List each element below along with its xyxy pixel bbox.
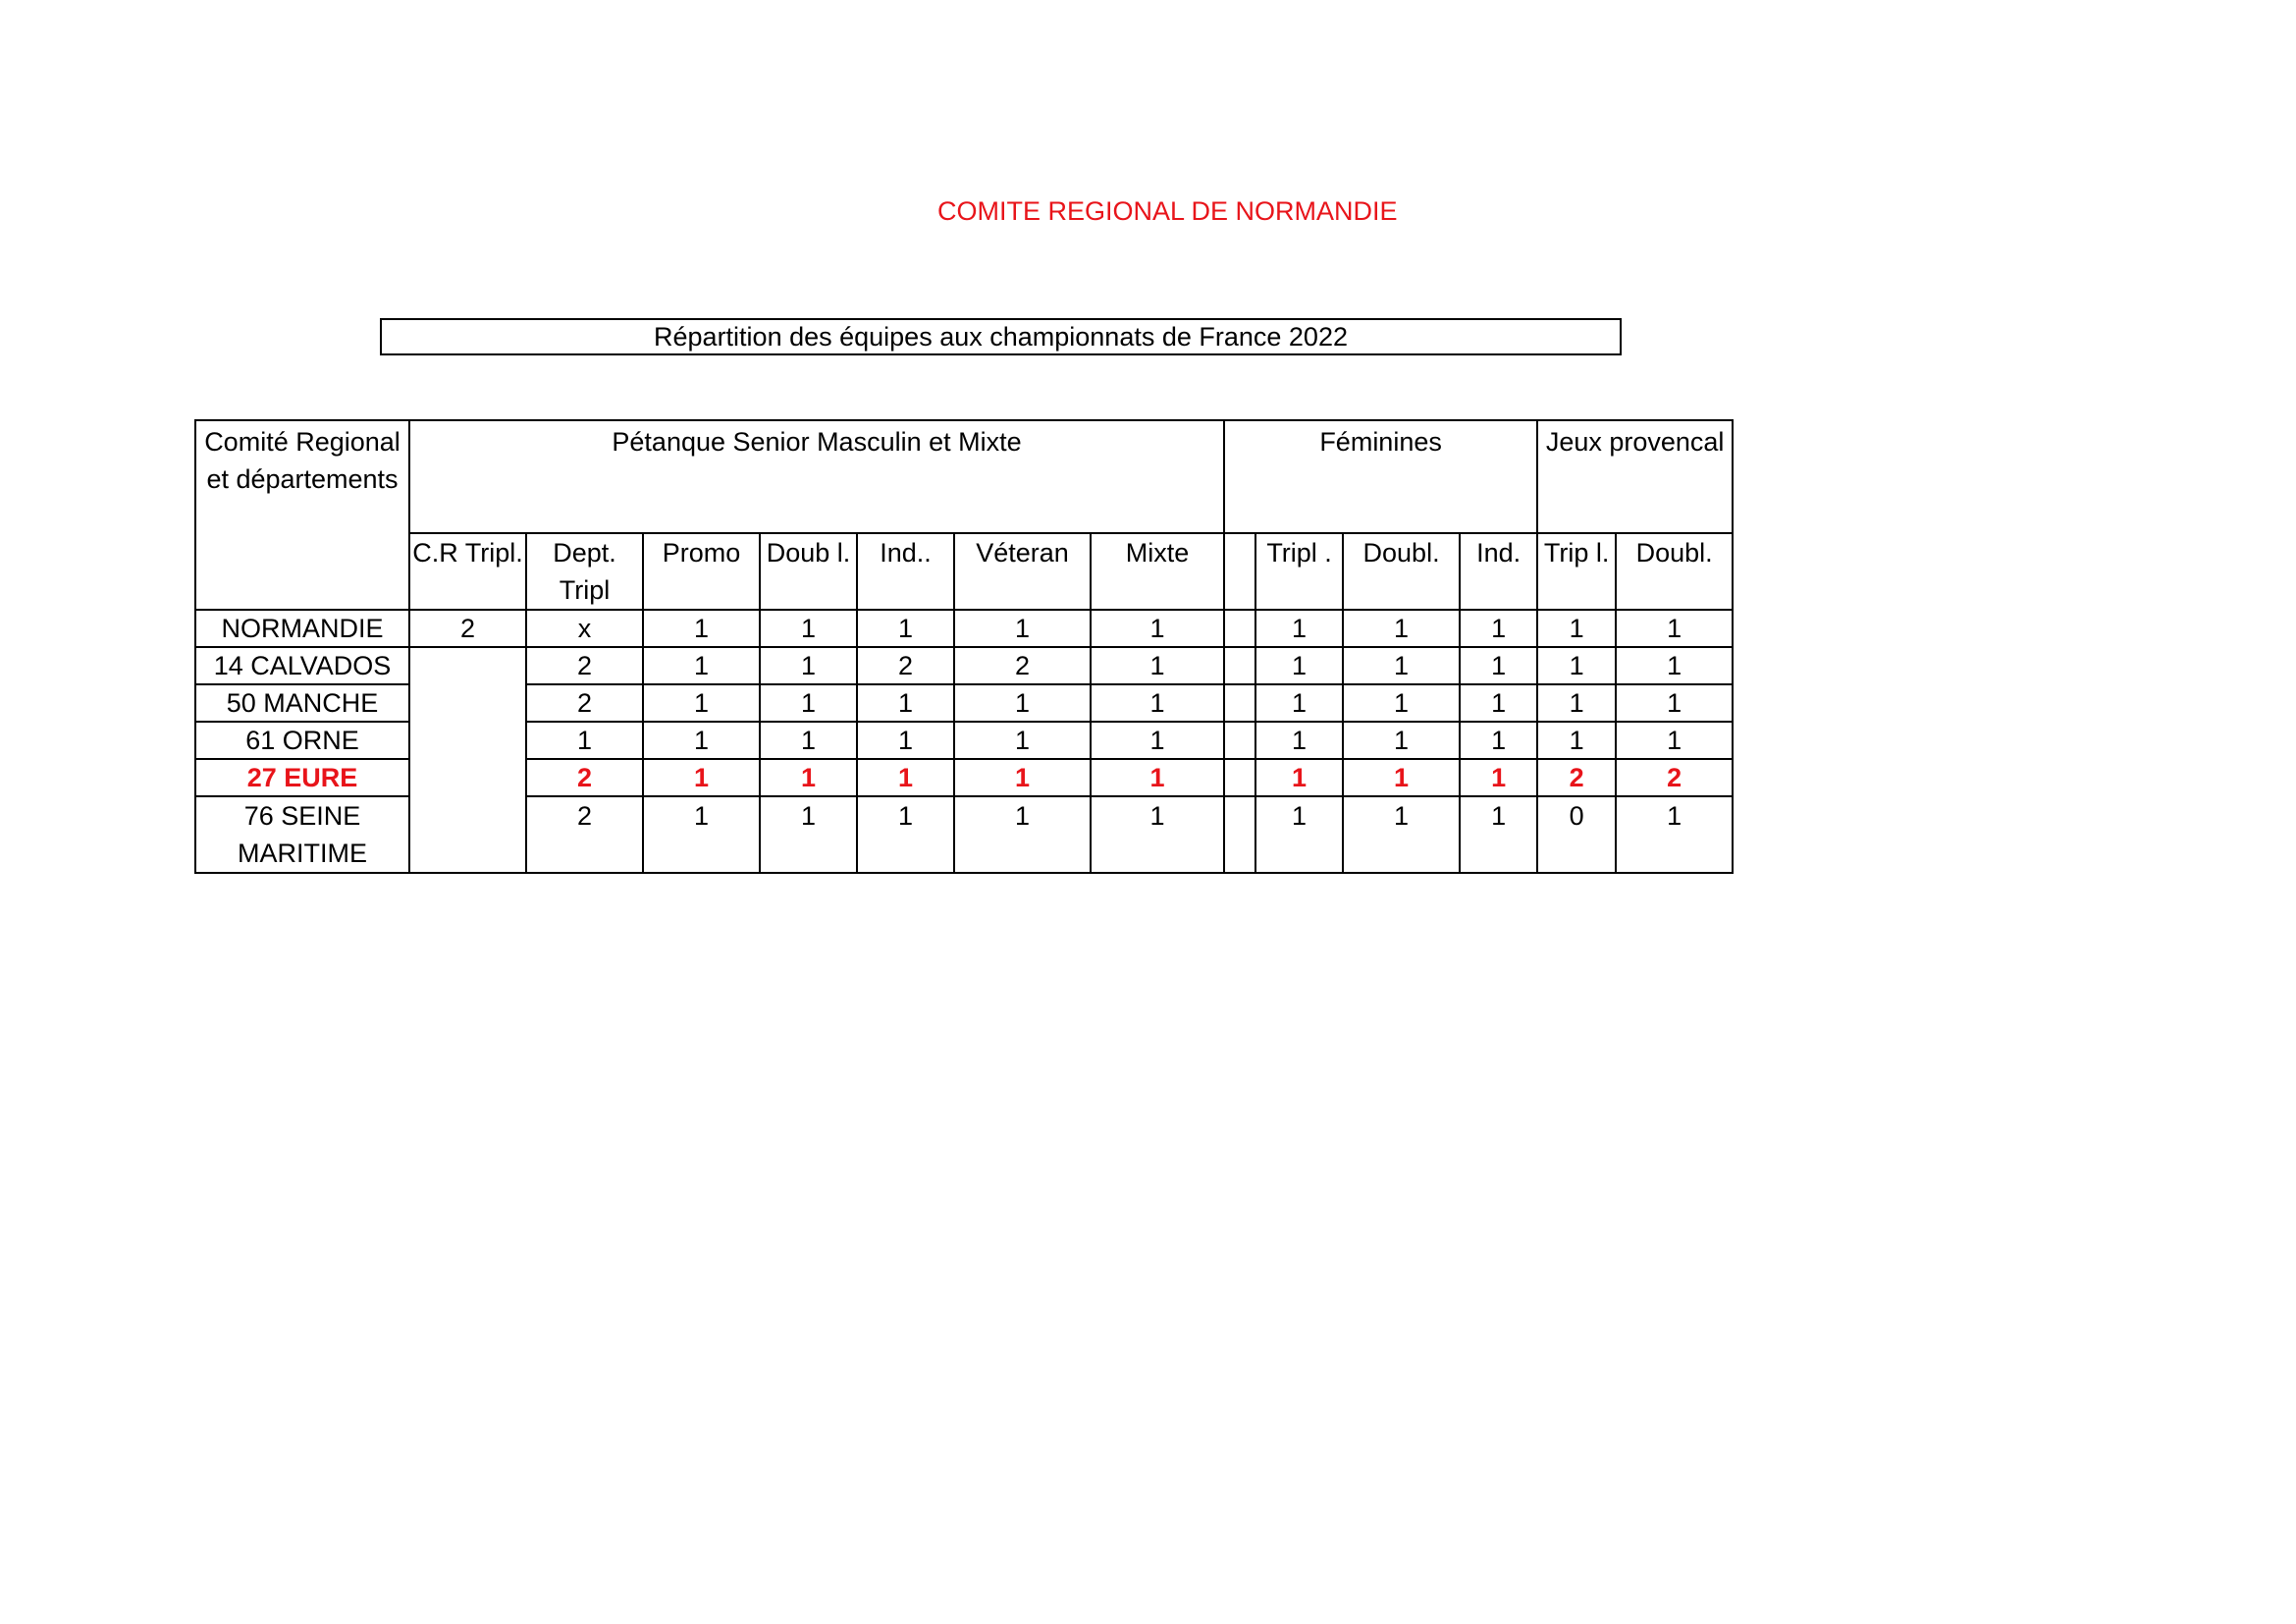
subheader-dept-tripl: Dept. Tripl xyxy=(526,533,643,610)
cell-f-tripl: 1 xyxy=(1255,722,1343,759)
row-name: 14 CALVADOS xyxy=(195,647,409,684)
cell-mixte: 1 xyxy=(1091,610,1224,647)
cell-promo: 1 xyxy=(643,647,760,684)
cell-promo: 1 xyxy=(643,759,760,796)
subheader-mixte: Mixte xyxy=(1091,533,1224,610)
header-petanque: Pétanque Senior Masculin et Mixte xyxy=(409,420,1224,533)
cell-veteran: 1 xyxy=(954,796,1091,873)
cell-spacer xyxy=(1224,759,1255,796)
cell-dept: 2 xyxy=(526,796,643,873)
subheader-ind-m: Ind.. xyxy=(857,533,954,610)
cell-f-tripl: 1 xyxy=(1255,684,1343,722)
cell-promo: 1 xyxy=(643,610,760,647)
cell-f-ind: 1 xyxy=(1460,647,1537,684)
cell-veteran: 1 xyxy=(954,684,1091,722)
cell-j-tripl: 2 xyxy=(1537,759,1616,796)
cell-mixte: 1 xyxy=(1091,647,1224,684)
subheader-doubl-j: Doubl. xyxy=(1616,533,1733,610)
cell-ind: 1 xyxy=(857,684,954,722)
cell-j-doubl: 1 xyxy=(1616,647,1733,684)
cell-veteran: 1 xyxy=(954,759,1091,796)
cell-ind: 1 xyxy=(857,759,954,796)
cell-f-tripl: 1 xyxy=(1255,647,1343,684)
cell-veteran: 1 xyxy=(954,610,1091,647)
cell-j-tripl: 1 xyxy=(1537,722,1616,759)
subheader-veteran: Véteran xyxy=(954,533,1091,610)
cell-j-tripl: 1 xyxy=(1537,610,1616,647)
subheader-ind-f: Ind. xyxy=(1460,533,1537,610)
row-name: 61 ORNE xyxy=(195,722,409,759)
header-jeux-provencal: Jeux provencal xyxy=(1537,420,1733,533)
cell-f-doubl: 1 xyxy=(1343,647,1460,684)
table-row xyxy=(195,647,1733,684)
table-row xyxy=(195,610,1733,647)
allocation-table xyxy=(194,419,1734,874)
row-name: 27 EURE xyxy=(195,759,409,796)
subheader-cr-tripl: C.R Tripl. xyxy=(409,533,526,610)
cell-spacer xyxy=(1224,796,1255,873)
cell-dept: x xyxy=(526,610,643,647)
cell-doubl: 1 xyxy=(760,647,857,684)
cell-dept: 2 xyxy=(526,759,643,796)
sub-header-row xyxy=(195,533,1733,610)
subheader-doubl-f: Doubl. xyxy=(1343,533,1460,610)
cell-veteran: 1 xyxy=(954,722,1091,759)
cell-f-ind: 1 xyxy=(1460,610,1537,647)
cell-f-doubl: 1 xyxy=(1343,722,1460,759)
cell-spacer xyxy=(1224,647,1255,684)
cell-f-ind: 1 xyxy=(1460,796,1537,873)
row-name: NORMANDIE xyxy=(195,610,409,647)
cell-doubl: 1 xyxy=(760,610,857,647)
cell-f-tripl: 1 xyxy=(1255,796,1343,873)
cell-f-tripl: 1 xyxy=(1255,759,1343,796)
cell-cr-merged xyxy=(409,647,526,873)
cell-j-doubl: 2 xyxy=(1616,759,1733,796)
cell-ind: 1 xyxy=(857,610,954,647)
row-name: 50 MANCHE xyxy=(195,684,409,722)
cell-promo: 1 xyxy=(643,796,760,873)
cell-mixte: 1 xyxy=(1091,796,1224,873)
cell-mixte: 1 xyxy=(1091,684,1224,722)
cell-f-doubl: 1 xyxy=(1343,759,1460,796)
cell-dept: 2 xyxy=(526,647,643,684)
cell-j-doubl: 1 xyxy=(1616,796,1733,873)
cell-mixte: 1 xyxy=(1091,722,1224,759)
cell-j-doubl: 1 xyxy=(1616,610,1733,647)
subheader-spacer xyxy=(1224,533,1255,610)
cell-doubl: 1 xyxy=(760,796,857,873)
cell-f-doubl: 1 xyxy=(1343,610,1460,647)
subheader-tripl-j: Trip l. xyxy=(1537,533,1616,610)
cell-ind: 1 xyxy=(857,722,954,759)
cell-f-ind: 1 xyxy=(1460,684,1537,722)
row-name: 76 SEINE MARITIME xyxy=(195,796,409,873)
cell-ind: 2 xyxy=(857,647,954,684)
cell-f-tripl: 1 xyxy=(1255,610,1343,647)
cell-f-ind: 1 xyxy=(1460,722,1537,759)
subheader-promo: Promo xyxy=(643,533,760,610)
group-header-row xyxy=(195,420,1733,533)
cell-spacer xyxy=(1224,610,1255,647)
cell-dept: 1 xyxy=(526,722,643,759)
cell-spacer xyxy=(1224,684,1255,722)
cell-mixte: 1 xyxy=(1091,759,1224,796)
cell-spacer xyxy=(1224,722,1255,759)
cell-ind: 1 xyxy=(857,796,954,873)
cell-f-doubl: 1 xyxy=(1343,796,1460,873)
cell-j-doubl: 1 xyxy=(1616,722,1733,759)
organization-title: COMITE REGIONAL DE NORMANDIE xyxy=(937,196,1398,226)
cell-j-doubl: 1 xyxy=(1616,684,1733,722)
cell-veteran: 2 xyxy=(954,647,1091,684)
document-subtitle: Répartition des équipes aux championnats de France 2022 xyxy=(380,318,1622,355)
cell-f-ind: 1 xyxy=(1460,759,1537,796)
cell-promo: 1 xyxy=(643,722,760,759)
header-comite: Comité Regional et départements xyxy=(195,420,409,610)
cell-j-tripl: 1 xyxy=(1537,684,1616,722)
cell-j-tripl: 1 xyxy=(1537,647,1616,684)
header-feminines: Féminines xyxy=(1224,420,1537,533)
cell-doubl: 1 xyxy=(760,759,857,796)
cell-dept: 2 xyxy=(526,684,643,722)
cell-cr: 2 xyxy=(409,610,526,647)
cell-j-tripl: 0 xyxy=(1537,796,1616,873)
cell-promo: 1 xyxy=(643,684,760,722)
subheader-doubl-m: Doub l. xyxy=(760,533,857,610)
cell-doubl: 1 xyxy=(760,684,857,722)
subheader-tripl-f: Tripl . xyxy=(1255,533,1343,610)
cell-f-doubl: 1 xyxy=(1343,684,1460,722)
cell-doubl: 1 xyxy=(760,722,857,759)
